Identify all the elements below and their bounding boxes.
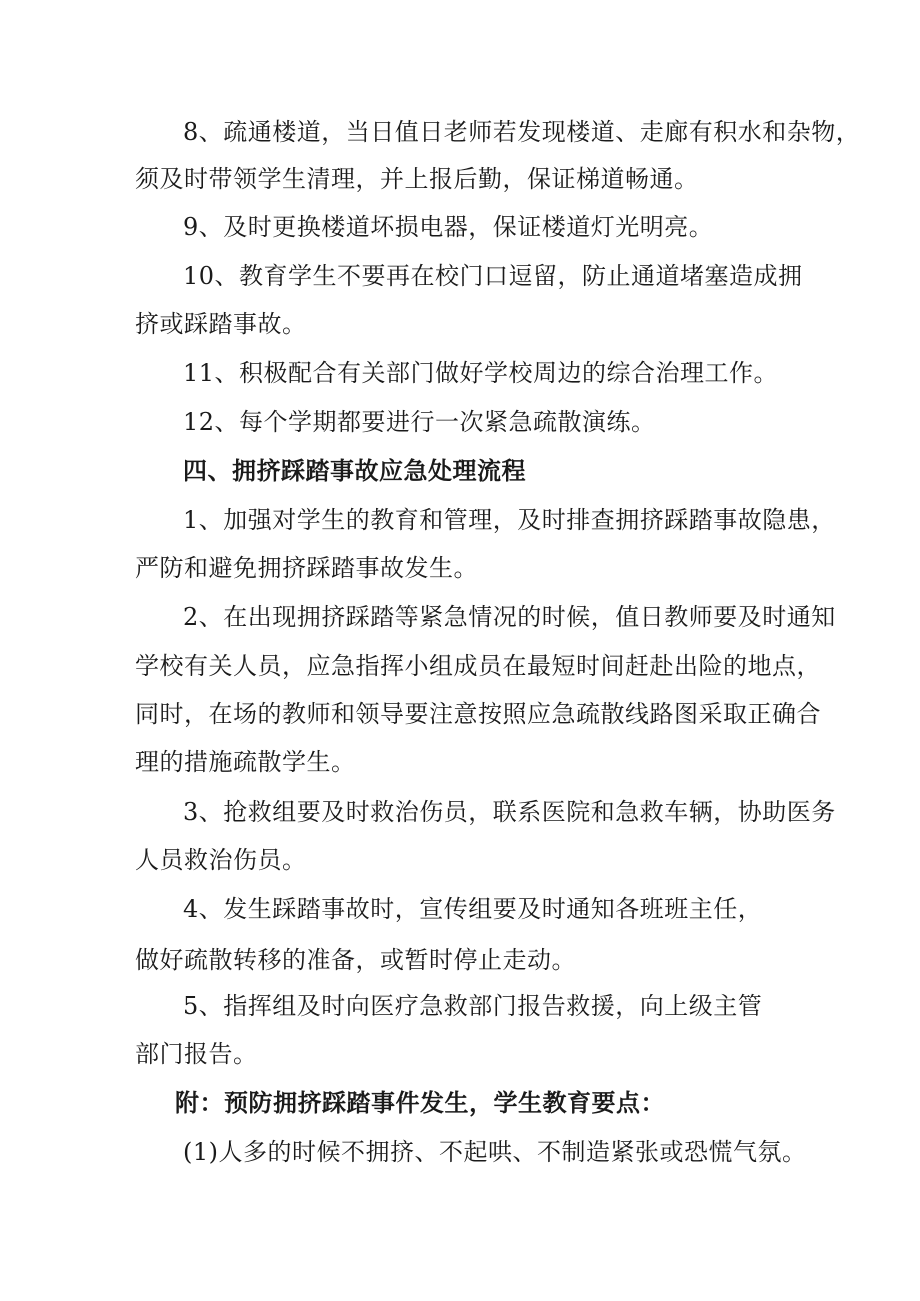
- paragraph-12: 12、每个学期都要进行一次紧急疏散演练。: [183, 408, 656, 436]
- paragraph-11: 11、积极配合有关部门做好学校周边的综合治理工作。: [183, 359, 779, 387]
- step-2-line-1: 2、在出现拥挤踩踏等紧急情况的时候，值日教师要及时通知: [183, 603, 836, 631]
- paragraph-10-line-1: 10、教育学生不要再在校门口逗留，防止通道堵塞造成拥: [183, 262, 803, 290]
- step-1-line-2: 严防和避免拥挤踩踏事故发生。: [135, 554, 478, 582]
- step-3-line-1: 3、抢救组要及时救治伤员，联系医院和急救车辆，协助医务: [183, 798, 836, 826]
- appendix-point-1: (1)人多的时候不拥挤、不起哄、不制造紧张或恐慌气氛。: [183, 1138, 807, 1166]
- step-3-line-2: 人员救治伤员。: [135, 846, 307, 874]
- step-2-line-4: 理的措施疏散学生。: [135, 748, 356, 776]
- step-2-line-2: 学校有关人员，应急指挥小组成员在最短时间赶赴出险的地点，: [135, 652, 821, 680]
- step-4-line-1: 4、发生踩踏事故时，宣传组要及时通知各班班主任，: [183, 895, 763, 923]
- step-5-line-2: 部门报告。: [135, 1040, 258, 1068]
- paragraph-8-line-2: 须及时带领学生清理，并上报后勤，保证梯道畅通。: [135, 165, 699, 193]
- paragraph-8-line-1: 8、疏通楼道，当日值日老师若发现楼道、走廊有积水和杂物，: [183, 118, 861, 146]
- paragraph-10-line-2: 挤或踩踏事故。: [135, 310, 307, 338]
- section-heading-4: 四、拥挤踩踏事故应急处理流程: [183, 457, 526, 485]
- appendix-heading: 附：预防拥挤踩踏事件发生，学生教育要点：: [175, 1089, 665, 1117]
- paragraph-9: 9、及时更换楼道坏损电器，保证楼道灯光明亮。: [183, 213, 714, 241]
- step-5-line-1: 5、指挥组及时向医疗急救部门报告救援，向上级主管: [183, 992, 763, 1020]
- step-4-line-2: 做好疏散转移的准备，或暂时停止走动。: [135, 946, 576, 974]
- step-1-line-1: 1、加强对学生的教育和管理，及时排查拥挤踩踏事故隐患，: [183, 506, 836, 534]
- step-2-line-3: 同时，在场的教师和领导要注意按照应急疏散线路图采取正确合: [135, 700, 821, 728]
